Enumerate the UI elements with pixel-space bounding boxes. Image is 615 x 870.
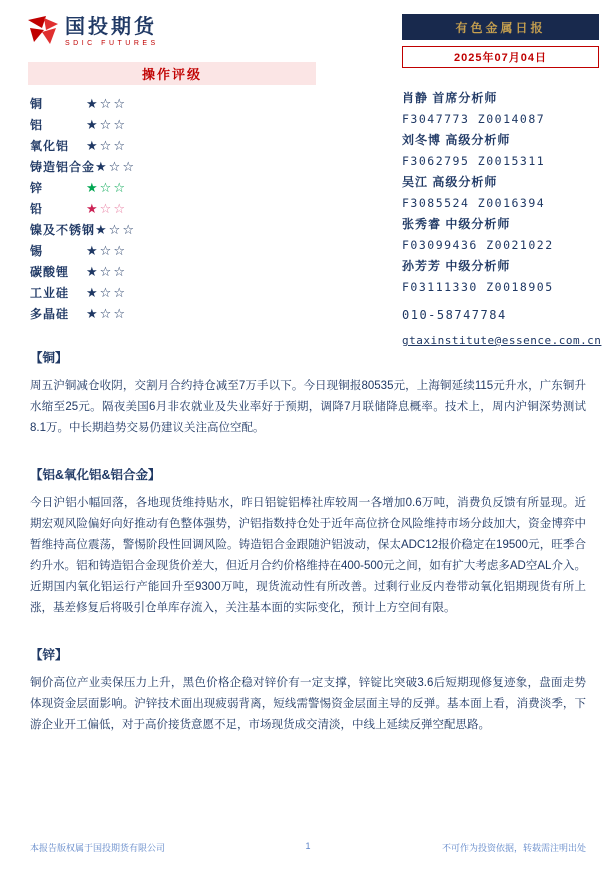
rating-stars bbox=[86, 179, 127, 196]
star-outline-icon: ☆ bbox=[113, 138, 127, 153]
footer-disclaimer: 不可作为投资依据，转载需注明出处 bbox=[441, 843, 586, 853]
star-outline-icon: ☆ bbox=[99, 285, 114, 300]
analyst-block bbox=[402, 88, 602, 130]
analyst-name: 肖静 首席分析师 bbox=[402, 91, 498, 105]
section-heading: 【铝&氧化铝&铝合金】 bbox=[30, 468, 161, 482]
brand-text bbox=[65, 16, 159, 47]
star-outline-icon: ☆ bbox=[99, 264, 114, 279]
star-outline-icon: ☆ bbox=[113, 264, 127, 279]
rating-label: 多晶硅 bbox=[30, 307, 70, 321]
brand-logo bbox=[28, 16, 159, 47]
star-outline-icon: ☆ bbox=[99, 243, 114, 258]
analyst-name: 孙芳芳 中级分析师 bbox=[402, 259, 511, 273]
star-filled-icon: ★ bbox=[86, 243, 100, 258]
analyst-block bbox=[402, 130, 602, 172]
star-outline-icon: ☆ bbox=[122, 159, 136, 174]
star-filled-icon: ★ bbox=[86, 117, 100, 132]
analyst-codes: F3085524 Z0016394 bbox=[402, 196, 546, 210]
star-outline-icon: ☆ bbox=[113, 201, 127, 216]
star-filled-icon: ★ bbox=[95, 222, 109, 237]
rating-row bbox=[30, 198, 320, 219]
ratings-header bbox=[28, 62, 316, 85]
ratings-header-label: 操作评级 bbox=[141, 67, 202, 82]
star-outline-icon: ☆ bbox=[99, 96, 114, 111]
brand-logo-icon bbox=[28, 16, 58, 44]
star-outline-icon: ☆ bbox=[113, 243, 127, 258]
rating-stars bbox=[86, 263, 127, 280]
analyst-name: 张秀睿 中级分析师 bbox=[402, 217, 511, 231]
analyst-codes: F03099436 Z0021022 bbox=[402, 238, 554, 252]
rating-label: 氧化铝 bbox=[30, 139, 70, 153]
rating-label: 铜 bbox=[30, 97, 44, 111]
star-outline-icon: ☆ bbox=[108, 159, 123, 174]
analyst-block bbox=[402, 172, 602, 214]
star-filled-icon: ★ bbox=[86, 138, 100, 153]
rating-stars bbox=[86, 200, 127, 217]
report-title: 有色金属日报 bbox=[455, 20, 546, 35]
rating-row bbox=[30, 135, 320, 156]
analyst-codes: F3047773 Z0014087 bbox=[402, 112, 546, 126]
star-filled-icon: ★ bbox=[95, 159, 109, 174]
star-filled-icon: ★ bbox=[86, 96, 100, 111]
section-paragraph: 周五沪铜减仓收阴，交割月合约持仓减至7万手以下。今日现铜报80535元，上海铜延续115元升水，广东铜升水缩至25元。隔夜美国6月非农就业及失业率好于预期，调降7月联储降息概率。技术上，周内沪铜深势测试8.1万。中长期趋势交易仍建议关注高位空配。 bbox=[30, 380, 586, 434]
brand-name: 国投期货 bbox=[65, 16, 157, 38]
star-outline-icon: ☆ bbox=[99, 201, 114, 216]
analyst-name: 吴江 高级分析师 bbox=[402, 175, 498, 189]
rating-stars bbox=[86, 242, 127, 259]
star-outline-icon: ☆ bbox=[113, 117, 127, 132]
section-heading: 【铜】 bbox=[30, 351, 68, 365]
rating-row bbox=[30, 261, 320, 282]
rating-label: 锡 bbox=[30, 244, 44, 258]
footer-page-number: 1 bbox=[305, 841, 311, 851]
contact-email: gtaxinstitute@essence.com.cn bbox=[402, 334, 602, 347]
rating-row bbox=[30, 177, 320, 198]
rating-stars bbox=[86, 95, 127, 112]
section-paragraph: 今日沪铝小幅回落，各地现货维持贴水，昨日铝锭铝棒社库较周一各增加0.6万吨，消费负反馈有所显现。近期宏观风险偏好向好推动有色整体强势，沪铝指数持仓处于近年高位挤仓风险维持市场分歧加大，资金博弈中暂维持高位震荡，警惕阶段性回调风险。铸造铝合金跟随沪铝波动，保太ADC12报价稳定在19500元，旺季合约升水。铝和铸造铝合金现货价差大，但近月合约价格维持在400-500元之间，如有扩大考虑多AD空AL介入。近期国内氧化铝运行产能回升至9300万吨，现货流动性有所改善。过剩行业反内卷带动氧化铝期现货有所上涨，基差修复后将吸引仓单库存流入，关注基本面的实际变化，预计上方空间有限。 bbox=[30, 497, 586, 614]
rating-label: 锌 bbox=[30, 181, 44, 195]
rating-stars bbox=[86, 137, 127, 154]
rating-stars bbox=[95, 158, 136, 175]
star-outline-icon: ☆ bbox=[99, 306, 114, 321]
footer-copyright: 本报告版权属于国投期货有限公司 bbox=[30, 843, 166, 853]
rating-row bbox=[30, 219, 320, 240]
rating-label: 工业硅 bbox=[30, 286, 70, 300]
star-outline-icon: ☆ bbox=[99, 180, 114, 195]
star-outline-icon: ☆ bbox=[113, 306, 127, 321]
star-outline-icon: ☆ bbox=[99, 117, 114, 132]
star-outline-icon: ☆ bbox=[113, 285, 127, 300]
analyst-block bbox=[402, 214, 602, 256]
report-date: 2025年07月04日 bbox=[454, 52, 547, 64]
star-outline-icon: ☆ bbox=[113, 96, 127, 111]
rating-row bbox=[30, 303, 320, 324]
rating-stars bbox=[86, 284, 127, 301]
rating-stars bbox=[86, 305, 127, 322]
rating-label: 碳酸锂 bbox=[30, 265, 70, 279]
brand-subtitle: SDIC FUTURES bbox=[65, 40, 159, 47]
rating-row bbox=[30, 282, 320, 303]
analyst-block bbox=[402, 256, 602, 298]
star-outline-icon: ☆ bbox=[122, 222, 136, 237]
star-filled-icon: ★ bbox=[86, 306, 100, 321]
ratings-list bbox=[30, 93, 320, 324]
rating-label: 铅 bbox=[30, 202, 44, 216]
report-title-banner bbox=[402, 14, 599, 40]
star-filled-icon: ★ bbox=[86, 285, 100, 300]
star-outline-icon: ☆ bbox=[113, 180, 127, 195]
star-outline-icon: ☆ bbox=[99, 138, 114, 153]
rating-label: 铝 bbox=[30, 118, 44, 132]
rating-row bbox=[30, 156, 320, 177]
rating-stars bbox=[86, 116, 127, 133]
rating-label: 镍及不锈钢 bbox=[30, 223, 96, 237]
analyst-list bbox=[402, 88, 602, 298]
star-filled-icon: ★ bbox=[86, 264, 100, 279]
rating-label: 铸造铝合金 bbox=[30, 160, 96, 174]
rating-row bbox=[30, 93, 320, 114]
report-body bbox=[30, 348, 586, 736]
section-paragraph: 铜价高位产业卖保压力上升，黑色价格企稳对锌价有一定支撑，锌锭比突破3.6后短期现修复迹象，盘面走势体现资金层面影响。沪锌技术面出现疲弱背离，短线需警惕资金层面主导的反弹。基本面上看，消费淡季，下游企业开工偏低，对于高价接货意愿不足，市场现货成交清淡，中线上延续反弹空配思路。 bbox=[30, 677, 586, 731]
rating-stars bbox=[95, 221, 136, 238]
rating-row bbox=[30, 114, 320, 135]
contact-phone: 010-58747784 bbox=[402, 308, 507, 322]
rating-row bbox=[30, 240, 320, 261]
analyst-codes: F03111330 Z0018905 bbox=[402, 280, 554, 294]
star-outline-icon: ☆ bbox=[108, 222, 123, 237]
report-date-box bbox=[402, 46, 599, 68]
analyst-codes: F3062795 Z0015311 bbox=[402, 154, 546, 168]
section-heading: 【锌】 bbox=[30, 648, 68, 662]
analyst-name: 刘冬博 高级分析师 bbox=[402, 133, 511, 147]
star-filled-icon: ★ bbox=[86, 180, 100, 195]
star-filled-icon: ★ bbox=[86, 201, 100, 216]
